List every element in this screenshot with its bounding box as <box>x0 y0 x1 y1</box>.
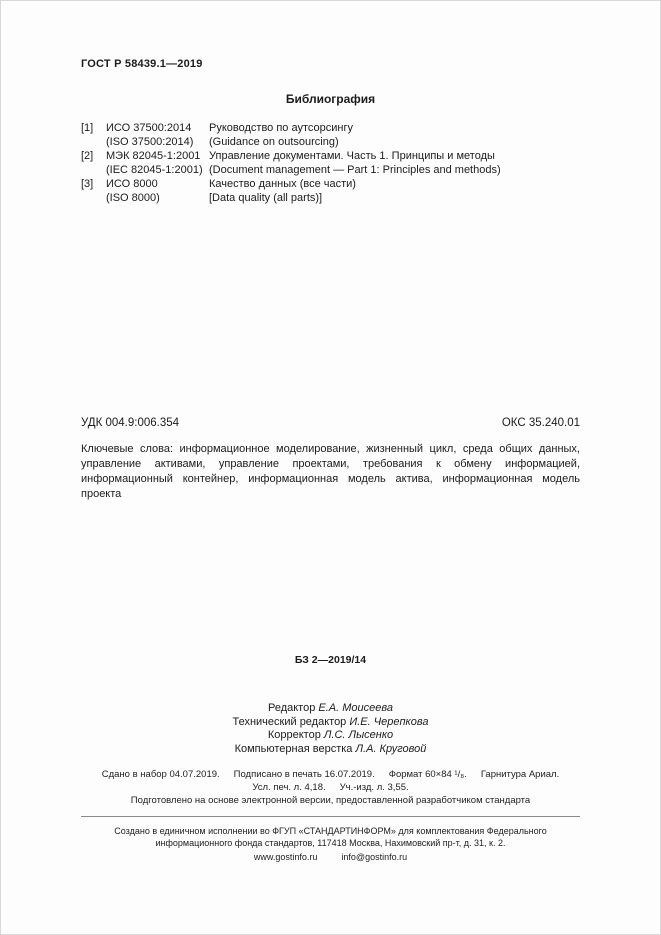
bibliography-entry <box>81 150 580 177</box>
imprint-segment: Гарнитура Ариал. <box>480 769 560 780</box>
entry-code-en: (ISO 37500:2014) <box>106 135 194 148</box>
entry-description-en: [Data quality (all parts)] <box>209 191 323 204</box>
imprint-block <box>81 768 580 807</box>
entry-description: Управление документами. Часть 1. Принципы и методы <box>209 150 495 162</box>
entry-ref-spacer <box>81 192 106 206</box>
entry-description: Руководство по аутсорсингу <box>209 122 353 134</box>
credit-name: Л.С. Лысенко <box>323 729 394 741</box>
credit-line <box>81 702 580 716</box>
entry-description-en: (Document management — Part 1: Principles and methods) <box>209 163 501 176</box>
credit-line <box>81 729 580 743</box>
publisher-links <box>81 851 580 863</box>
udk-code: УДК 004.9:006.354 <box>81 417 180 429</box>
keywords-paragraph: Ключевые слова: информационное моделирование, жизненный цикл, среда общих данных, управление активами, управление проектами, требования к обмену информацией, информационный контейнер, информационная модель актива, информационная модель проекта <box>81 443 580 500</box>
imprint-line-3: Подготовлено на основе электронной версии, предоставленной разработчиком стандарта <box>130 795 531 806</box>
credit-role: Корректор <box>267 729 321 741</box>
website-link: www.gostinfo.ru <box>253 852 318 862</box>
credit-role: Компьютерная верстка <box>234 742 353 755</box>
entry-description-en: (Guidance on outsourcing) <box>209 135 339 148</box>
entry-ref-spacer <box>81 164 106 178</box>
entry-ref: [3] <box>81 178 94 190</box>
credit-role: Редактор <box>267 702 316 714</box>
entry-ref: [2] <box>81 150 94 162</box>
imprint-segment: Усл. печ. л. 4,18. <box>252 782 326 793</box>
credit-name: Е.А. Моисеева <box>318 702 393 714</box>
publisher-note <box>81 825 580 863</box>
oks-code: ОКС 35.240.01 <box>501 417 580 429</box>
entry-code-en: (IEC 82045-1:2001) <box>106 163 203 176</box>
classification-row <box>81 417 580 429</box>
credit-name: И.Е. Черепкова <box>349 715 429 728</box>
publisher-text: Создано в единичном исполнении во ФГУП «СТАНДАРТИНФОРМ» для комплектования Федерального информационного фонда стандартов, 117418 Москва, Нахимовский пр-т, д. 31, к. 2. <box>114 826 547 848</box>
entry-ref-spacer <box>81 136 106 150</box>
entry-code: ИСО 8000 <box>106 178 158 190</box>
entry-code-en: (ISO 8000) <box>106 191 160 204</box>
entry-code: МЭК 82045-1:2001 <box>106 150 201 162</box>
imprint-segment: Формат 60×84 ¹/₈. <box>388 769 467 780</box>
doc-number: ГОСТ Р 58439.1—2019 <box>81 58 203 70</box>
entry-description: Качество данных (все части) <box>209 178 356 190</box>
bibliography-entry <box>81 122 580 149</box>
credit-line <box>81 716 580 730</box>
footer-divider <box>81 816 580 817</box>
email-link: info@gostinfo.ru <box>341 852 408 862</box>
bz-code: БЗ 2—2019/14 <box>294 654 367 666</box>
bibliography-entry <box>81 178 580 205</box>
imprint-segment: Подписано в печать 16.07.2019. <box>233 769 375 780</box>
credit-line <box>81 743 580 757</box>
bibliography-list <box>81 122 580 205</box>
entry-ref: [1] <box>81 122 94 134</box>
page-content <box>1 1 660 863</box>
credit-name: Л.А. Круговой <box>355 742 427 755</box>
credit-role: Технический редактор <box>232 715 347 728</box>
imprint-segment: Сдано в набор 04.07.2019. <box>101 769 220 780</box>
bibliography-title: Библиография <box>285 92 376 106</box>
imprint-line-2 <box>81 781 580 794</box>
entry-code: ИСО 37500:2014 <box>106 122 192 134</box>
credits-block <box>81 702 580 756</box>
imprint-segment: Уч.-изд. л. 3,55. <box>339 782 409 793</box>
imprint-line-1 <box>81 768 580 781</box>
